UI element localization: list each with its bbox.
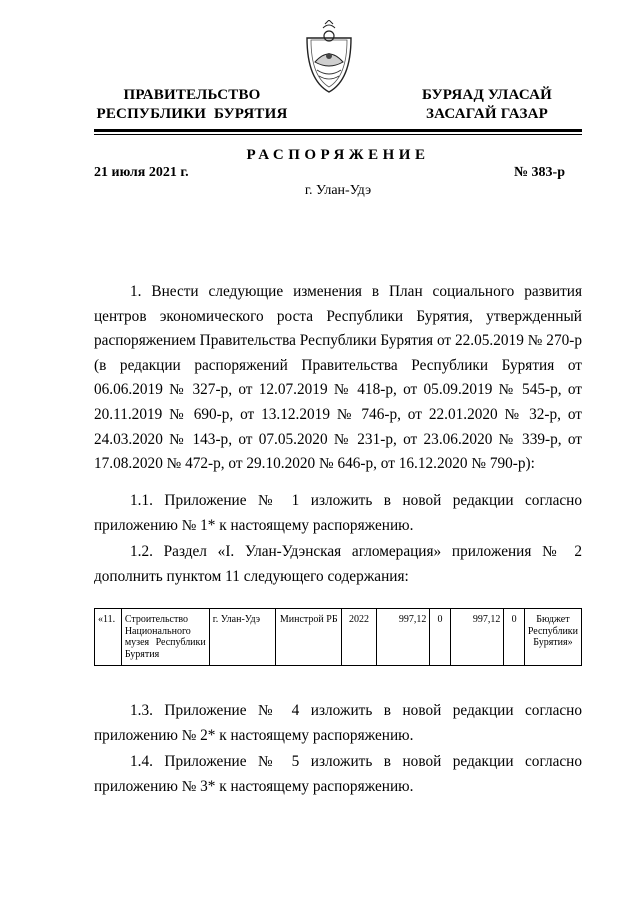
cell-num: «11.	[95, 609, 122, 666]
document-number: № 383-р	[513, 165, 565, 180]
document-date: 21 июля 2021 г.	[94, 165, 189, 180]
document-city: г. Улан-Удэ	[304, 183, 372, 198]
header-rule-thick	[94, 129, 582, 132]
cell-org: Минстрой РБ	[276, 609, 342, 666]
table-row	[95, 609, 582, 666]
paragraph-1-1: 1.1. Приложение № 1 изложить в новой редакции согласно приложению № 1* к настоящему распоряжению.	[94, 492, 582, 534]
paragraph-1: 1. Внести следующие изменения в План социального развития центров экономического роста Республики Бурятия, утвержденный распоряжением Правительства Республики Бурятия от 22.05.2019 № 270-р (в редакции распоряжений Правительства Республики Бурятия от 06.06.2019 № 327-р, от 12.07.2019 № 418-р, от 05.09.2019 № 545-р, от 20.11.2019 № 690-р, от 13.12.2019 № 746-р, от 22.01.2020 № 32-р, от 24.03.2020 № 143-р, от 07.05.2020 № 231-р, от 23.06.2020 № 339-р, от 17.08.2020 № 472-р, от 29.10.2020 № 646-р, от 16.12.2020 № 790-р):	[94, 283, 582, 473]
coat-of-arms-icon	[303, 20, 355, 96]
insertion-table	[94, 608, 582, 666]
gov-bua-line2: ЗАСАГАЙ ГАЗАР	[426, 106, 548, 122]
government-name-bua	[392, 86, 582, 124]
cell-year: 2022	[342, 609, 376, 666]
cell-other: 0	[504, 609, 524, 666]
gov-bua-line1: БУРЯАД УЛАСАЙ	[421, 87, 553, 103]
gov-ru-line2: РЕСПУБЛИКИ БУРЯТИЯ	[96, 106, 288, 122]
government-name-ru	[92, 86, 292, 124]
paragraph-1-3: 1.3. Приложение № 4 изложить в новой редакции согласно приложению № 2* к настоящему распоряжению.	[94, 702, 582, 744]
cell-reg: 997,12	[450, 609, 504, 666]
cell-fed: 0	[430, 609, 450, 666]
cell-city: г. Улан-Удэ	[209, 609, 276, 666]
cell-total: 997,12	[376, 609, 430, 666]
document-title: РАСПОРЯЖЕНИЕ	[246, 147, 430, 163]
paragraph-1-2: 1.2. Раздел «I. Улан-Удэнская агломерация» приложения № 2 дополнить пунктом 11 следующего содержания:	[94, 543, 582, 585]
cell-name: Строительство Национального музея Республики Бурятия	[121, 609, 209, 666]
gov-ru-line1: ПРАВИТЕЛЬСТВО	[123, 87, 261, 103]
header-rule-thin	[94, 134, 582, 135]
paragraph-1-4: 1.4. Приложение № 5 изложить в новой редакции согласно приложению № 3* к настоящему распоряжению.	[94, 753, 582, 795]
cell-source: Бюджет Республики Бурятия»	[524, 609, 581, 666]
